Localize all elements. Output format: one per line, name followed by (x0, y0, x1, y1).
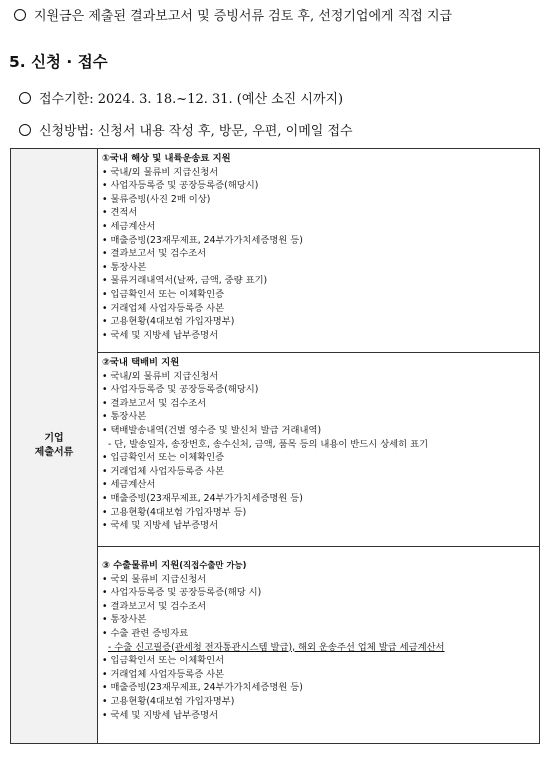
list-item: • 고용현황(4대보험 가입자명부) (102, 695, 235, 707)
list-item: • 국내/외 물류비 지급신청서 (102, 370, 219, 382)
list-item: • 국내/외 물류비 지급신청서 (102, 166, 219, 178)
group-items (102, 370, 539, 533)
group-title-note: (직접수출만 가능) (179, 560, 247, 570)
list-item: • 통장사본 (102, 614, 147, 626)
group-items (102, 166, 539, 343)
list-item: • 고용현황(4대보험 가입자명부 등) (102, 506, 247, 518)
group-title: ①국내 해상 및 내륙운송료 지원 (102, 153, 231, 164)
list-item: • 수출 관련 증빙자료 (102, 627, 189, 639)
method-bullet (19, 120, 353, 139)
table-label-cell (11, 149, 98, 744)
list-item: • 입금확인서 또는 이체확인서 (102, 655, 225, 667)
label-line1: 기업 (44, 433, 64, 444)
list-item: • 거래업체 사업자등록증 사본 (102, 302, 225, 314)
top-note-text: 지원금은 제출된 결과보고서 및 증빙서류 검토 후, 선정기업에게 직접 지급 (34, 9, 453, 24)
deadline-text: 접수기한: 2024. 3. 18.~12. 31. (예산 소진 시까지) (39, 92, 344, 107)
list-item: • 세금계산서 (102, 479, 156, 491)
group-items (102, 573, 539, 641)
list-item: • 사업자등록증 및 공장등록증(해당 시) (102, 587, 262, 599)
group-title-text: ③ 수출물류비 지원 (102, 560, 180, 571)
group-items (102, 654, 539, 722)
list-item: • 국세 및 지방세 납부증명서 (102, 520, 219, 532)
list-item: • 통장사본 (102, 411, 147, 423)
list-item: • 국세 및 지방세 납부증명서 (102, 329, 219, 341)
list-item: • 거래업체 사업자등록증 사본 (102, 668, 225, 680)
group-domestic-parcel (98, 353, 540, 547)
list-item: • 사업자등록증 및 공장등록증(해당시) (102, 180, 259, 192)
list-item: • 결과보고서 및 검수조서 (102, 248, 207, 260)
list-item: • 견적서 (102, 207, 138, 219)
top-note (14, 5, 452, 24)
export-proof-note: - 수출 신고필증(관세청 전자통관시스템 발급), 해외 운송주선 업체 발급 세금계산서 (108, 641, 445, 653)
method-text: 신청방법: 신청서 내용 작성 후, 방문, 우편, 이메일 접수 (39, 124, 353, 139)
list-item: • 사업자등록증 및 공장등록증(해당시) (102, 384, 259, 396)
list-item: • 거래업체 사업자등록증 사본 (102, 465, 225, 477)
list-item: • 고용현황(4대보험 가입자명부) (102, 316, 235, 328)
group-domestic-shipping (98, 149, 540, 353)
list-item: • 매출증빙(23재무제표, 24부가가치세증명원 등) (102, 492, 303, 504)
list-item: • 입금확인서 또는 이체확인증 (102, 452, 225, 464)
list-item: • 결과보고서 및 검수조서 (102, 600, 207, 612)
list-item: • 입금확인서 또는 이체확인증 (102, 288, 225, 300)
group-title (102, 559, 539, 573)
deadline-bullet (19, 88, 343, 107)
list-item: • 택배발송내역(건별 영수증 및 발신처 발급 거래내역) (102, 424, 322, 436)
list-item: • 매출증빙(23재무제표, 24부가가치세증명원 등) (102, 682, 303, 694)
list-item: • 세금계산서 (102, 220, 156, 232)
list-item: • 국외 물류비 지급신청서 (102, 573, 207, 585)
list-item: • 결과보고서 및 검수조서 (102, 397, 207, 409)
list-item: • 물류거래내역서(날짜, 금액, 중량 표기) (102, 275, 268, 287)
circle-bullet-icon (19, 92, 31, 104)
circle-bullet-icon (19, 124, 31, 136)
group-title: ②국내 택배비 지원 (102, 357, 180, 368)
list-item: • 국세 및 지방세 납부증명서 (102, 709, 219, 721)
label-line2: 제출서류 (34, 447, 74, 458)
group-export-logistics (98, 547, 540, 744)
section-title: 5. 신청 · 접수 (9, 53, 108, 71)
list-item: • 통장사본 (102, 261, 147, 273)
circle-bullet-icon (14, 9, 26, 21)
documents-table (10, 148, 540, 744)
list-item: • 물류증빙(사진 2매 이상) (102, 193, 211, 205)
list-item: • 매출증빙(23재무제표, 24부가가치세증명원 등) (102, 234, 303, 246)
list-item: - 단, 발송일자, 송장번호, 송수신처, 금액, 품목 등의 내용이 반드시 상세히 표기 (108, 438, 429, 450)
